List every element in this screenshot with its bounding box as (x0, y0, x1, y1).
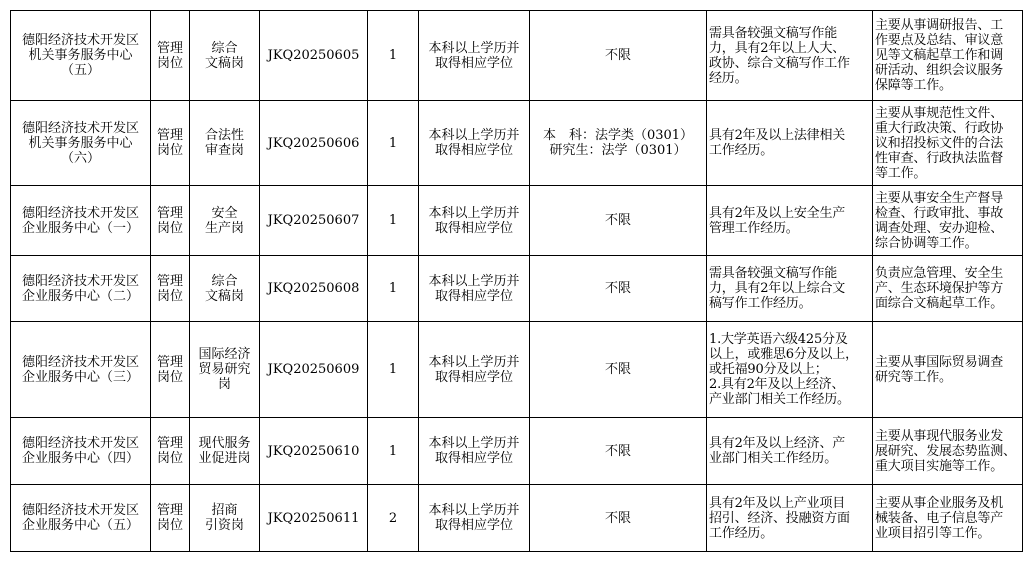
duties-line: 展研究、发展态势监测、 (875, 443, 1016, 459)
position-line: 招商 (211, 503, 238, 518)
unit-line: 企业服务中心（二） (21, 288, 139, 304)
unit-line: 德阳经济技术开发区 (21, 273, 139, 289)
category-line: 管理 (156, 40, 183, 56)
unit-line: 企业服务中心（四） (21, 451, 139, 466)
major-cell (530, 11, 707, 101)
category-line: 岗位 (156, 518, 183, 533)
education-line: 取得相应学位 (434, 518, 513, 533)
education-cell (419, 186, 530, 256)
category-line: 管理 (156, 436, 183, 451)
position-line: 合法性 (204, 128, 244, 143)
requirements-line: 或托福90分及以上； (709, 362, 828, 377)
category-cell (151, 256, 190, 322)
duties-line: 主要从事现代服务业发 (875, 428, 1004, 444)
unit-cell (11, 322, 151, 418)
education-line: 本科以上学历并 (428, 40, 520, 56)
unit-line: 德阳经济技术开发区 (21, 33, 139, 48)
education-line: 取得相应学位 (434, 143, 513, 158)
duties-line: 负责应急管理、安全生 (875, 266, 1004, 281)
duties-line: 调查处理、安办迎检、 (875, 220, 1004, 236)
category-line: 岗位 (156, 220, 183, 236)
requirements-line: 稿写作工作经历。 (709, 296, 812, 311)
unit-line: 企业服务中心（一） (21, 220, 139, 236)
requirements-line: 1.大学英语六级425分及 (709, 332, 848, 347)
position-line: 生产岗 (204, 220, 244, 236)
major-line: 不限 (604, 443, 631, 459)
duties-line: 综合协调等工作。 (875, 235, 978, 251)
major-line: 不限 (604, 281, 631, 296)
requirements-cell (707, 11, 873, 101)
education-line: 取得相应学位 (434, 451, 513, 466)
category-line: 岗位 (156, 451, 183, 466)
requirements-line: 力，具有2年以上人大、 (709, 40, 846, 56)
education-line: 本科以上学历并 (428, 128, 520, 143)
position-cell (190, 256, 260, 322)
major-cell (530, 485, 707, 552)
duties-line: 等工作。 (875, 165, 927, 181)
education-cell (419, 101, 530, 186)
position-line: 文稿岗 (204, 55, 244, 71)
unit-line: 德阳经济技术开发区 (21, 436, 139, 451)
requirements-line: 具有2年及以上经济、产 (709, 436, 846, 451)
education-line: 本科以上学历并 (428, 273, 520, 289)
major-line: 不限 (604, 48, 631, 63)
duties-line: 保障等工作。 (875, 78, 952, 93)
count-cell: 1 (368, 256, 419, 322)
category-cell (151, 485, 190, 552)
position-cell (190, 11, 260, 101)
major-line: 不限 (604, 510, 631, 526)
requirements-line: 工作经历。 (709, 525, 774, 541)
education-cell (419, 11, 530, 101)
count-cell: 1 (368, 322, 419, 418)
duties-line: 重大行政决策、行政协 (875, 120, 1004, 136)
major-cell (530, 186, 707, 256)
position-cell (190, 418, 260, 485)
category-cell (151, 322, 190, 418)
requirements-line: 管理工作经历。 (709, 220, 799, 236)
duties-line: 检查、行政审批、事故 (875, 205, 1004, 221)
education-line: 本科以上学历并 (428, 436, 520, 451)
category-line: 管理 (156, 128, 183, 143)
unit-line: 机关事务服务中心 (28, 48, 133, 63)
count-cell: 1 (368, 11, 419, 101)
unit-line: 企业服务中心（五） (21, 518, 139, 533)
duties-line: 主要从事安全生产督导 (875, 190, 1004, 206)
count-cell: 1 (368, 186, 419, 256)
major-line: 不限 (604, 213, 631, 228)
category-line: 管理 (156, 503, 183, 518)
table-row (11, 11, 1023, 101)
category-cell (151, 11, 190, 101)
education-line: 取得相应学位 (434, 55, 513, 71)
unit-line: （五） (60, 63, 100, 78)
category-line: 管理 (156, 205, 183, 221)
position-cell (190, 101, 260, 186)
position-cell (190, 186, 260, 256)
category-line: 岗位 (156, 288, 183, 304)
education-line: 取得相应学位 (434, 288, 513, 304)
table-row (11, 256, 1023, 322)
duties-line: 研活动、组织会议服务 (875, 63, 1004, 78)
position-line: 业促进岗 (198, 451, 251, 466)
duties-line: 主要从事国际贸易调查 (875, 354, 1004, 370)
position-code-cell: JKQ20250605 (260, 11, 368, 101)
position-code-cell: JKQ20250606 (260, 101, 368, 186)
duties-line: 性审查、行政执法监督 (875, 150, 1004, 166)
position-line: 文稿岗 (204, 288, 244, 304)
requirements-line: 招引、经济、投融资方面 (709, 510, 850, 526)
position-code-cell: JKQ20250608 (260, 256, 368, 322)
requirements-cell (707, 485, 873, 552)
category-line: 管理 (156, 273, 183, 289)
unit-cell (11, 256, 151, 322)
table-body (11, 11, 1023, 552)
unit-cell (11, 186, 151, 256)
position-code-cell: JKQ20250609 (260, 322, 368, 418)
duties-line: 主要从事调研报告、工 (875, 18, 1004, 33)
requirements-line: 具有2年及以上产业项目 (709, 495, 846, 511)
requirements-line: 业部门相关工作经历。 (709, 451, 838, 466)
duties-line: 研究等工作。 (875, 369, 952, 385)
category-cell (151, 186, 190, 256)
duties-line: 面综合文稿起草工作。 (875, 296, 1004, 311)
count-cell: 2 (368, 485, 419, 552)
position-line: 审查岗 (204, 143, 244, 158)
category-line: 管理 (156, 354, 183, 370)
count-cell: 1 (368, 418, 419, 485)
position-line: 岗 (217, 377, 231, 392)
requirements-cell (707, 101, 873, 186)
unit-line: 机关事务服务中心 (28, 135, 133, 151)
table-row (11, 186, 1023, 256)
requirements-cell (707, 418, 873, 485)
major-line: 研究生：法学（0301） (549, 143, 687, 158)
unit-cell (11, 485, 151, 552)
unit-line: 德阳经济技术开发区 (21, 205, 139, 221)
duties-line: 主要从事企业服务及机 (875, 495, 1004, 511)
requirements-line: 力，具有2年以上综合文 (709, 281, 846, 296)
duties-line: 作要点及总结、审议意 (875, 33, 1004, 48)
requirements-cell (707, 256, 873, 322)
position-line: 安全 (211, 205, 238, 221)
unit-line: 德阳经济技术开发区 (21, 503, 139, 518)
duties-cell (873, 418, 1023, 485)
requirements-cell (707, 186, 873, 256)
education-line: 本科以上学历并 (428, 354, 520, 370)
position-line: 现代服务 (198, 436, 251, 451)
position-code-cell: JKQ20250610 (260, 418, 368, 485)
major-line: 本 科：法学类（0301） (542, 128, 694, 143)
education-cell (419, 256, 530, 322)
duties-cell (873, 186, 1023, 256)
duties-line: 产、生态环境保护等方 (875, 281, 1004, 296)
count-cell: 1 (368, 101, 419, 186)
unit-line: （六） (60, 150, 100, 166)
position-line: 综合 (211, 40, 238, 56)
position-cell (190, 485, 260, 552)
duties-cell (873, 485, 1023, 552)
unit-cell (11, 418, 151, 485)
table-row (11, 101, 1023, 186)
unit-line: 德阳经济技术开发区 (21, 120, 139, 136)
category-line: 岗位 (156, 143, 183, 158)
requirements-line: 工作经历。 (709, 143, 774, 158)
education-line: 本科以上学历并 (428, 503, 520, 518)
duties-cell (873, 322, 1023, 418)
position-cell (190, 322, 260, 418)
education-line: 本科以上学历并 (428, 205, 520, 221)
category-cell (151, 418, 190, 485)
requirements-line: 以上，或雅思6分及以上， (709, 347, 858, 362)
requirements-line: 经历。 (709, 70, 748, 86)
education-cell (419, 418, 530, 485)
major-cell (530, 101, 707, 186)
duties-line: 业项目招引等工作。 (875, 525, 991, 541)
category-line: 岗位 (156, 369, 183, 385)
duties-line: 械装备、电子信息等产 (875, 510, 1004, 526)
requirements-line: 具有2年及以上法律相关 (709, 128, 846, 143)
major-cell (530, 256, 707, 322)
recruitment-table (10, 10, 1023, 552)
category-line: 岗位 (156, 55, 183, 71)
position-line: 国际经济 (198, 347, 251, 362)
table-row (11, 485, 1023, 552)
education-line: 取得相应学位 (434, 369, 513, 385)
position-line: 引资岗 (204, 518, 244, 533)
duties-line: 主要从事规范性文件、 (875, 105, 1004, 121)
education-cell (419, 322, 530, 418)
unit-line: 企业服务中心（三） (21, 369, 139, 385)
position-line: 综合 (211, 273, 238, 289)
duties-cell (873, 256, 1023, 322)
education-cell (419, 485, 530, 552)
requirements-line: 产业部门相关工作经历。 (709, 392, 850, 407)
major-cell (530, 418, 707, 485)
major-cell (530, 322, 707, 418)
duties-line: 议和招投标文件的合法 (875, 135, 1004, 151)
requirements-line: 具有2年及以上安全生产 (709, 205, 846, 221)
category-cell (151, 101, 190, 186)
position-line: 贸易研究 (198, 362, 251, 377)
unit-line: 德阳经济技术开发区 (21, 354, 139, 370)
duties-line: 见等文稿起草工作和调 (875, 48, 1004, 63)
requirements-line: 政协、综合文稿写作工作 (709, 55, 850, 71)
major-line: 不限 (604, 362, 631, 377)
table-row (11, 418, 1023, 485)
table-row (11, 322, 1023, 418)
requirements-line: 需具备较强文稿写作能 (709, 25, 838, 41)
requirements-line: 需具备较强文稿写作能 (709, 266, 838, 281)
duties-cell (873, 101, 1023, 186)
requirements-cell (707, 322, 873, 418)
position-code-cell: JKQ20250611 (260, 485, 368, 552)
requirements-line: 2.具有2年及以上经济、 (709, 377, 845, 392)
unit-cell (11, 101, 151, 186)
unit-cell (11, 11, 151, 101)
position-code-cell: JKQ20250607 (260, 186, 368, 256)
duties-line: 重大项目实施等工作。 (875, 458, 1004, 474)
duties-cell (873, 11, 1023, 101)
education-line: 取得相应学位 (434, 220, 513, 236)
